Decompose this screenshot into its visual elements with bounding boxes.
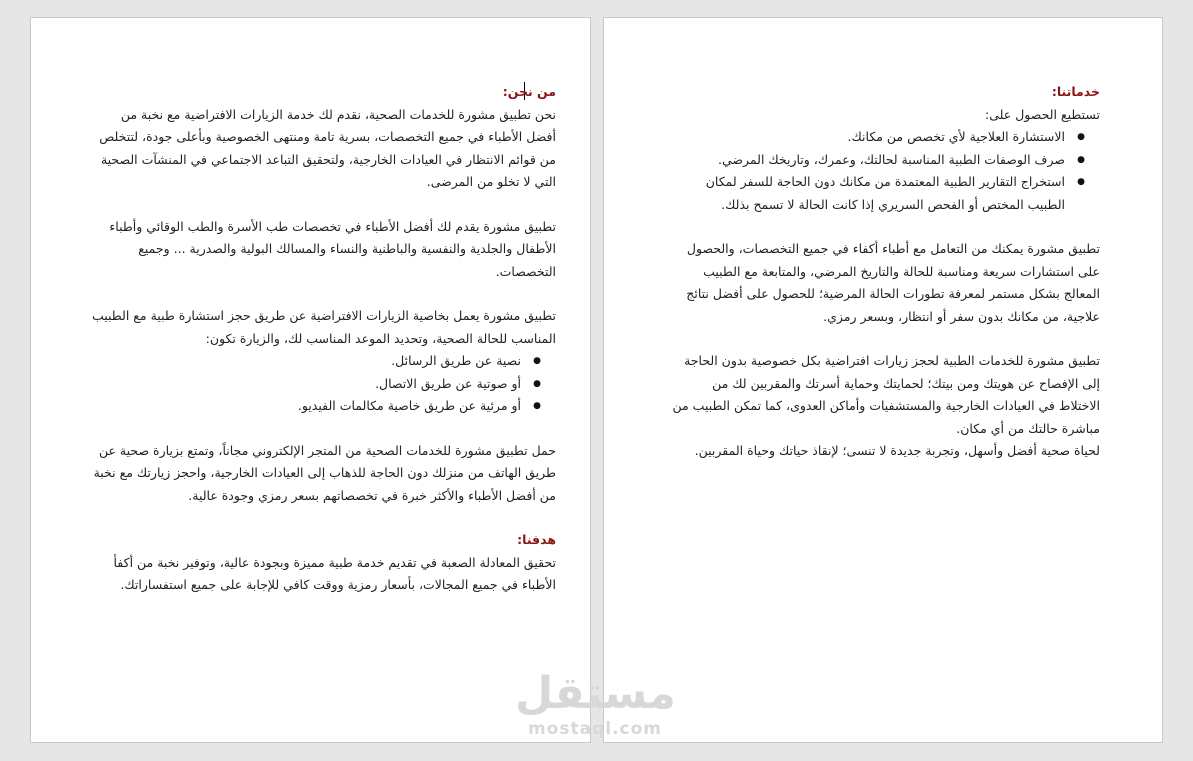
watermark-logo: مستقل — [515, 668, 676, 719]
body-paragraph-2: تطبيق مشورة للخدمات الطبية لحجز زيارات افتراضية بكل خصوصية بدون الحاجة إلى الإفصاح عن هويتك ومن بيتك؛ لحمايتك وحماية أسرتك والمقربين لك من الاختلاط في العيادات الخارجية والمستشفيات وأماكن العدوى، كما تمكن الطبيب من مباشرة حالتك من أي مكان. — [672, 353, 1100, 436]
list-item: ● الاستشارة العلاجية لأي تخصص من مكانك. — [672, 126, 1065, 149]
services-intro: تستطيع الحصول على: — [985, 106, 1100, 122]
document-page-left — [30, 17, 591, 743]
body-paragraph-3: لحياة صحية أفضل وأسهل، وتجربة جديدة لا تنسى؛ لإنقاذ حياتك وحياة المقربين. — [694, 443, 1100, 458]
visit-types-list — [91, 350, 556, 418]
about-heading: من نحن: — [502, 84, 556, 99]
mostaql-watermark — [515, 668, 675, 738]
about-paragraph-3: تطبيق مشورة يعمل بخاصية الزيارات الافتراضية عن طريق حجز استشارة طبية مع الطبيب المناسب للحالة الصحية، وتحديد الموعد المناسب لك، والزيارة تكون: — [91, 308, 556, 346]
services-list — [672, 126, 1100, 216]
about-paragraph-1: نحن تطبيق مشورة للخدمات الصحية، نقدم لك خدمة الزيارات الافتراضية مع نخبة من أفضل الأطباء في جميع التخصصات، بسرية تامة ومنتهى الخصوصية وبأعلى جودة، لتتخلص من قوائم الانتظار في العيادات الخارجية، ولتحقيق التباعد الاجتماعي في المنشآت الصحية التي لا تخلو من المرضى. — [99, 106, 556, 189]
list-item: ● أو مرئية عن طريق خاصية مكالمات الفيديو. — [91, 395, 521, 418]
list-item: ● نصية عن طريق الرسائل. — [91, 350, 521, 373]
page-content[interactable] — [672, 81, 1100, 463]
goal-heading: هدفنا: — [517, 532, 556, 547]
about-paragraph-2: تطبيق مشورة يقدم لك أفضل الأطباء في تخصصات طب الأسرة والطب الوقائي وأطباء الأطفال والجلدية والنفسية والباطنية والنساء والمسالك البولية والصدرية ... وجميع التخصصات. — [109, 218, 556, 279]
page-content[interactable] — [91, 81, 556, 619]
list-item: ● صرف الوصفات الطبية المناسبة لحالتك، وعمرك، وتاريخك المرضي. — [672, 149, 1065, 172]
document-page-right — [603, 17, 1163, 743]
watermark-url: mostaql.com — [527, 719, 663, 739]
body-paragraph-1: تطبيق مشورة يمكنك من التعامل مع أطباء أكفاء في جميع التخصصات، والحصول على استشارات سريعة ومناسبة للحالة والتاريخ المرضي، والمتابعة مع الطبيب المعالج بشكل مستمر لمعرفة تطورات الحالة المرضية؛ للحصول على أفضل نتائج علاجية، من مكانك بدون سفر أو انتظار، وبسعر رمزي. — [686, 241, 1100, 324]
goal-paragraph: تحقيق المعادلة الصعبة في تقديم خدمة طبية مميزة وبجودة عالية، وتوفير نخبة من أكفأ الأطباء في جميع المجالات، بأسعار رمزية ووقت كافي للإجابة على جميع استفساراتك. — [113, 554, 556, 592]
services-heading: خدماتنا: — [1051, 84, 1100, 99]
download-paragraph: حمل تطبيق مشورة للخدمات الصحية من المتجر الإلكتروني مجاناً، وتمتع بزيارة صحية عن طريق الهاتف من منزلك دون الحاجة للذهاب إلى العيادات الخارجية، واحجز زيارتك مع نخبة من أفضل الأطباء والأكثر خبرة في تخصصاتهم بسعر رمزي وجودة عالية. — [93, 442, 556, 503]
list-item: ● أو صوتية عن طريق الاتصال. — [91, 373, 521, 396]
list-item: ● استخراج التقارير الطبية المعتمدة من مكانك دون الحاجة للسفر لمكان الطبيب المختص أو الفحص السريري إذا كانت الحالة لا تسمح بذلك. — [672, 171, 1065, 216]
